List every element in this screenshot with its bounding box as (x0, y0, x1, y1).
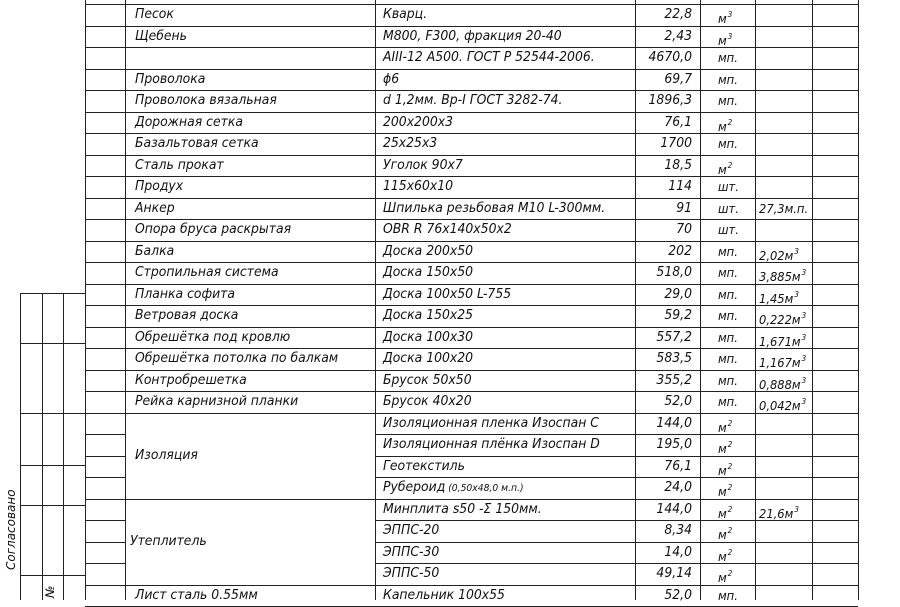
item-name: Песок (135, 6, 174, 22)
item-unit: шт. (718, 179, 739, 194)
stamp-approved-label: Согласовано (4, 489, 18, 570)
item-unit: $м^2$ (718, 160, 733, 177)
item-spec: Доска 150x50 (383, 264, 474, 280)
item-unit: $м^2$ (718, 526, 733, 542)
item-spec: Рубероид (0,50x48,0 м.п.) (383, 479, 524, 495)
superscript: 3 (801, 397, 807, 406)
superscript: 3 (794, 504, 799, 514)
item-unit: мп. (718, 71, 738, 87)
item-name: Контробрешетка (135, 371, 247, 388)
stamp-row-line (20, 465, 85, 466)
superscript: 2 (727, 440, 733, 449)
item-quantity: 8,34 (664, 522, 692, 538)
item-quantity: 114 (668, 178, 692, 194)
item-unit: мп. (718, 243, 738, 259)
superscript: 2 (727, 483, 733, 492)
row-line-part (85, 434, 125, 435)
item-spec: 200x200x3 (383, 113, 454, 130)
item-name: Ветровая доска (135, 307, 239, 323)
superscript: 2 (727, 504, 733, 514)
item-name: Проволока (135, 70, 206, 87)
item-note: $1,167м^3$ (759, 354, 807, 370)
item-unit: $м^3$ (718, 31, 733, 48)
item-name: Продух (135, 178, 184, 194)
item-quantity: 144,0 (656, 414, 692, 431)
item-quantity: 144,0 (656, 500, 692, 517)
superscript: 2 (727, 160, 733, 170)
item-spec: Брусок 40x20 (383, 393, 472, 409)
item-unit: $м^2$ (718, 418, 733, 435)
item-unit: мп. (718, 136, 738, 151)
item-note: $1,671м^3$ (759, 332, 807, 349)
stamp-row-line (20, 575, 85, 576)
stamp-row-line (20, 505, 85, 506)
item-quantity: 2,43 (664, 27, 692, 44)
item-spec: 115x60x10 (383, 178, 454, 194)
superscript: 3 (794, 246, 799, 256)
item-quantity: 52,0 (664, 586, 692, 603)
stamp-row-line (20, 343, 85, 344)
item-unit: $м^2$ (718, 440, 733, 456)
item-unit: $м^2$ (718, 504, 733, 521)
item-unit: $м^3$ (718, 10, 733, 26)
item-spec: OBR R 76x140x50x2 (383, 221, 512, 237)
item-unit: $м^2$ (718, 569, 733, 585)
item-name: Обрешётка потолка по балкам (135, 350, 339, 366)
row-line-part (375, 542, 858, 543)
item-note: $2,02м^3$ (759, 246, 799, 263)
item-spec: Доска 200x50 (383, 242, 474, 259)
item-unit: $м^2$ (718, 461, 733, 478)
item-spec: Изоляционная пленка Изоспан С (383, 414, 599, 431)
item-quantity: 202 (668, 242, 692, 259)
item-name: Анкер (135, 199, 175, 216)
item-quantity: 1700 (660, 135, 692, 151)
item-unit: мп. (718, 329, 738, 345)
item-quantity: 355,2 (656, 371, 692, 388)
item-note: $3,885м^3$ (759, 268, 807, 284)
item-unit: шт. (718, 200, 739, 216)
item-unit: $м^2$ (718, 117, 733, 134)
row-line-part (85, 520, 125, 521)
item-spec: ЭППС-30 (383, 543, 440, 560)
superscript: 3 (801, 268, 807, 277)
row-line-part (85, 456, 125, 457)
item-unit: мп. (718, 308, 738, 323)
item-name: Рейка карнизной планки (135, 393, 299, 409)
superscript: 3 (801, 332, 807, 342)
row-line-part (375, 563, 858, 564)
superscript: 3 (801, 375, 807, 385)
item-quantity: 76,1 (664, 113, 692, 130)
item-quantity: 24,0 (664, 479, 692, 495)
item-quantity: 91 (676, 199, 692, 216)
item-quantity: 1896,3 (648, 92, 692, 108)
item-name: Щебень (135, 27, 187, 44)
item-spec: ϕ6 (383, 70, 400, 87)
superscript: 2 (727, 461, 733, 471)
stamp-column-line (63, 293, 64, 600)
row-line (85, 4, 858, 5)
item-quantity: 14,0 (664, 543, 692, 560)
item-spec: ЭППС-20 (383, 522, 440, 538)
item-unit: мп. (718, 394, 738, 409)
item-name: Обрешётка под кровлю (135, 328, 291, 345)
item-name: Планка софита (135, 285, 236, 302)
item-spec: Изоляционная плёнка Изоспан D (383, 436, 600, 452)
item-name: Балка (135, 242, 175, 259)
item-name: Проволока вязальная (135, 92, 277, 108)
superscript: 2 (727, 526, 733, 535)
item-spec: Доска 150x25 (383, 307, 474, 323)
item-quantity: 59,2 (664, 307, 692, 323)
item-quantity: 18,5 (664, 156, 692, 173)
superscript: 3 (727, 31, 733, 41)
item-spec: d 1,2мм. Вр-I ГОСТ 3282-74. (383, 92, 563, 108)
item-spec: Шпилька резьбовая М10 L-300мм. (383, 199, 606, 216)
item-spec: Доска 100x30 (383, 328, 474, 345)
stamp-column-line (20, 293, 21, 600)
superscript: 3 (801, 311, 807, 320)
superscript: 3 (794, 289, 799, 299)
item-quantity: 195,0 (656, 436, 692, 452)
item-unit: мп. (718, 351, 738, 366)
item-spec-note: (0,50x48,0 м.п.) (445, 483, 524, 494)
item-quantity: 49,14 (656, 565, 692, 581)
item-name: Сталь прокат (135, 156, 224, 173)
item-quantity: 70 (676, 221, 692, 237)
item-spec: Геотекстиль (383, 457, 465, 474)
item-spec: M800, F300, фракция 20-40 (383, 27, 562, 44)
stamp-row-line (20, 293, 85, 294)
item-name: Базальтовая сетка (135, 135, 259, 151)
item-note: $0,042м^3$ (759, 397, 807, 413)
item-unit: мп. (718, 587, 738, 603)
item-quantity: 76,1 (664, 457, 692, 474)
item-quantity: 22,8 (664, 6, 692, 22)
item-name: Стропильная система (135, 264, 279, 280)
item-note: $21,6м^3$ (759, 504, 799, 521)
item-quantity: 583,5 (656, 350, 692, 366)
item-spec: ЭППС-50 (383, 565, 440, 581)
stamp-column-line (42, 293, 43, 600)
item-quantity: 69,7 (664, 70, 692, 87)
item-spec: 25x25x3 (383, 135, 438, 151)
item-unit: мп. (718, 265, 738, 280)
item-spec: Брусок 50x50 (383, 371, 472, 388)
item-quantity: 52,0 (664, 393, 692, 409)
item-note: 27,3м.п. (759, 200, 809, 216)
item-name: Опора бруса раскрытая (135, 221, 292, 237)
superscript: 2 (727, 569, 733, 578)
stamp-number-label: № (43, 585, 57, 598)
item-unit: $м^2$ (718, 483, 733, 499)
item-unit: мп. (718, 372, 738, 388)
item-name: Лист сталь 0.55мм (135, 586, 258, 603)
superscript: 3 (727, 10, 733, 19)
item-note: $1,45м^3$ (759, 289, 799, 306)
row-line-part (85, 542, 125, 543)
row-line (85, 176, 858, 177)
superscript: 2 (727, 547, 733, 557)
item-unit: $м^2$ (718, 547, 733, 564)
item-spec: Доска 100x50 L-755 (383, 285, 512, 302)
superscript: 2 (727, 418, 733, 428)
item-spec: Кварц. (383, 6, 428, 22)
item-unit: шт. (718, 222, 739, 237)
item-unit: мп. (718, 50, 738, 65)
item-quantity: 557,2 (656, 328, 692, 345)
item-name: Дорожная сетка (135, 113, 243, 130)
table-column-line (858, 0, 859, 600)
item-spec: Доска 100x20 (383, 350, 474, 366)
item-quantity: 4670,0 (648, 49, 692, 65)
item-note: $0,888м^3$ (759, 375, 807, 392)
group-name: Утеплитель (130, 532, 207, 549)
row-line-part (85, 477, 125, 478)
superscript: 3 (801, 354, 807, 363)
item-unit: мп. (718, 286, 738, 302)
stamp-row-line (20, 413, 85, 414)
group-name: Изоляция (135, 446, 198, 463)
item-quantity: 518,0 (656, 264, 692, 280)
item-spec: AIII-12 A500. ГОСТ Р 52544-2006. (383, 49, 595, 65)
superscript: 2 (727, 117, 733, 127)
item-quantity: 29,0 (664, 285, 692, 302)
item-spec: Минплита s50 -Σ 150мм. (383, 500, 542, 517)
item-spec: Уголок 90x7 (383, 156, 463, 173)
row-line-part (85, 563, 125, 564)
item-unit: мп. (718, 93, 738, 108)
item-spec: Капельник 100x55 (383, 586, 505, 603)
item-note: $0,222м^3$ (759, 311, 807, 327)
